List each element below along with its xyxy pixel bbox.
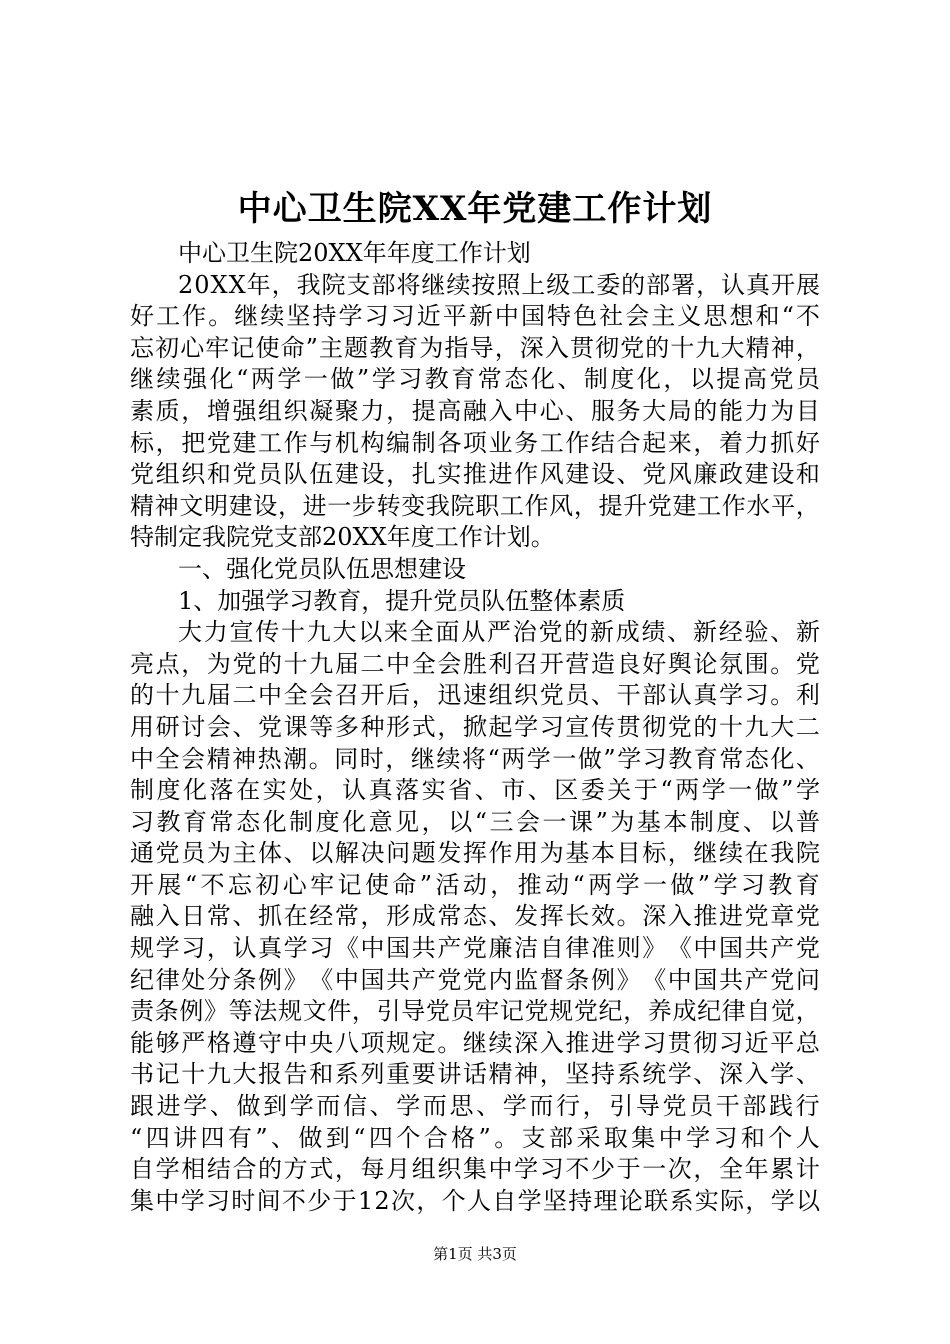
text-line: 纪 律 处 分 条 例 》 《 中 国 共 产 党 党 内 监 督 条 例 》 《 中 国 共 产 党 问 [130, 965, 820, 994]
text-line: 好 工 作 。 继 续 坚 持 学 习 习 近 平 新 中 国 特 色 社 会 主 义 思 想 和 “ 不 [130, 302, 820, 331]
text-line: 2 0 X X 年 ， 我 院 支 部 将 继 续 按 照 上 级 工 委 的 部 署 ， 认 真 开 展 [178, 270, 820, 299]
text-line: 融 入 日 常 、 抓 在 经 常 ， 形 成 常 态 、 发 挥 长 效 。 深 入 推 进 党 章 党 [130, 902, 820, 931]
text-line: 能 够 严 格 遵 守 中 央 八 项 规 定 。 继 续 深 入 推 进 学 习 贯 彻 习 近 平 总 [130, 1028, 820, 1057]
text-line: 标 ， 把 党 建 工 作 与 机 构 编 制 各 项 业 务 工 作 结 合 起 来 ， 着 力 抓 好 [130, 428, 820, 457]
text-line: 继 续 强 化 “ 两 学 一 做 ” 学 习 教 育 常 态 化 、 制 度 化 ， 以 提 高 党 员 [130, 365, 820, 394]
text-line: 跟 进 学 、 做 到 学 而 信 、 学 而 思 、 学 而 行 ， 引 导 党 员 干 部 践 行 [130, 1092, 820, 1121]
text-line: 党 组 织 和 党 员 队 伍 建 设 ， 扎 实 推 进 作 风 建 设 、 党 风 廉 政 建 设 和 [130, 460, 820, 489]
text-line: 亮 点 ， 为 党 的 十 九 届 二 中 全 会 胜 利 召 开 营 造 良 好 舆 论 氛 围 。 党 [130, 649, 820, 678]
text-line: 习 教 育 常 态 化 制 度 化 意 见 ， 以 “ 三 会 一 课 ” 为 基 本 制 度 、 以 普 [130, 807, 820, 836]
text-line: “ 四 讲 四 有 ” 、 做 到 “ 四 个 合 格 ” 。 支 部 采 取 集 中 学 习 和 个 人 [130, 1123, 820, 1152]
text-line: 中心卫生院20XX年年度工作计划 [178, 239, 531, 267]
page-number: 第1页 共3页 [433, 1245, 517, 1263]
text-line: 中 全 会 精 神 热 潮 。 同 时 ， 继 续 将 “ 两 学 一 做 ” 学 习 教 育 常 态 化 、 [130, 744, 820, 773]
document-title: 中心卫生院XX年党建工作计划 [237, 189, 713, 229]
text-line: 责 条 例 》 等 法 规 文 件 ， 引 导 党 员 牢 记 党 规 党 纪 ， 养 成 纪 律 自 觉 ， [130, 997, 820, 1026]
text-line: 素 质 ， 增 强 组 织 凝 聚 力 ， 提 高 融 入 中 心 、 服 务 大 局 的 能 力 为 目 [130, 396, 820, 425]
subsection-heading: 1、加强学习教育，提升党员队伍整体素质 [178, 586, 626, 615]
text-line: 通 党 员 为 主 体 、 以 解 决 问 题 发 挥 作 用 为 基 本 目 标 ， 继 续 在 我 院 [130, 839, 820, 868]
text-line: 开 展 “ 不 忘 初 心 牢 记 使 命 ” 活 动 ， 推 动 “ 两 学 一 做 ” 学 习 教 育 [130, 870, 820, 899]
text-line: 制 度 化 落 在 实 处 ， 认 真 落 实 省 、 市 、 区 委 关 于 “ 两 学 一 做 ” 学 [130, 776, 820, 805]
text-line: 大 力 宣 传 十 九 大 以 来 全 面 从 严 治 党 的 新 成 绩 、 新 经 验 、 新 [178, 618, 820, 647]
text-line: 特制定我院党支部20XX年度工作计划。 [130, 523, 555, 552]
text-line: 精 神 文 明 建 设 ， 进 一 步 转 变 我 院 职 工 作 风 ， 提 升 党 建 工 作 水 平 ， [130, 491, 820, 520]
text-line: 的 十 九 届 二 中 全 会 召 开 后 ， 迅 速 组 织 党 员 、 干 部 认 真 学 习 。 利 [130, 681, 820, 710]
document-body [130, 238, 820, 1217]
section-heading: 一、强化党员队伍思想建设 [178, 554, 466, 583]
text-line: 书 记 十 九 大 报 告 和 系 列 重 要 讲 话 精 神 ， 坚 持 系 统 学 、 深 入 学 、 [130, 1060, 820, 1089]
text-line: 忘 初 心 牢 记 使 命 ” 主 题 教 育 为 指 导 ， 深 入 贯 彻 党 的 十 九 大 精 神 ， [130, 333, 820, 362]
text-line: 规 学 习 ， 认 真 学 习 《 中 国 共 产 党 廉 洁 自 律 准 则 》 《 中 国 共 产 党 [130, 934, 820, 963]
text-line: 用 研 讨 会 、 党 课 等 多 种 形 式 ， 掀 起 学 习 宣 传 贯 彻 党 的 十 九 大 二 [130, 712, 820, 741]
text-line: 集 中 学 习 时 间 不 少 于 1 2 次 ， 个 人 自 学 坚 持 理 论 联 系 实 际 ， 学 以 [130, 1186, 820, 1215]
text-line: 自 学 相 结 合 的 方 式 ， 每 月 组 织 集 中 学 习 不 少 于 一 次 ， 全 年 累 计 [130, 1155, 820, 1184]
